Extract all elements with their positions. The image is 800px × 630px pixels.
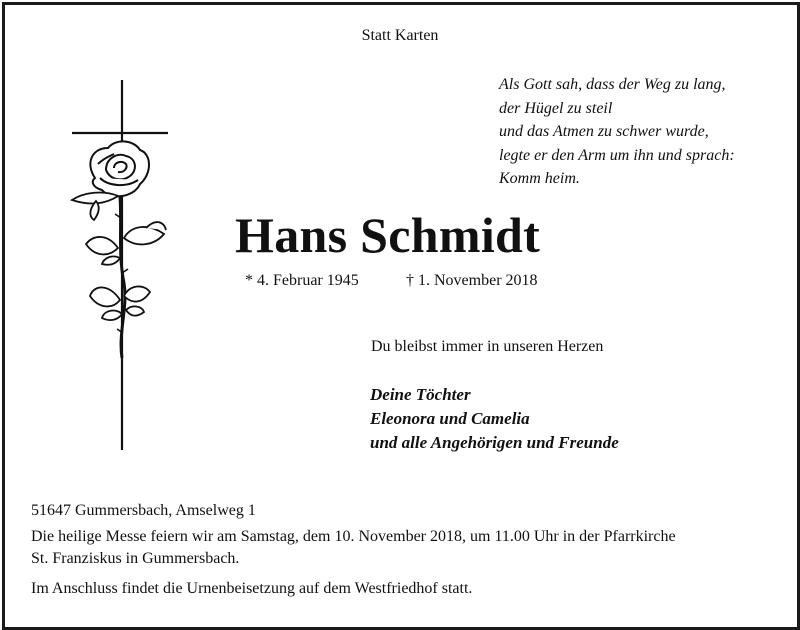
mass-notice-line: St. Franziskus in Gummersbach. bbox=[31, 550, 240, 567]
cross-with-rose-icon bbox=[60, 78, 180, 463]
address: 51647 Gummersbach, Amselweg 1 bbox=[31, 502, 256, 519]
poem-line: der Hügel zu steil bbox=[499, 99, 613, 117]
statt-karten-label: Statt Karten bbox=[361, 27, 439, 44]
poem-line: Komm heim. bbox=[499, 170, 580, 187]
birth-date: * 4. Februar 1945 bbox=[245, 272, 359, 289]
poem-line: legte er den Arm um ihn und sprach: bbox=[499, 146, 735, 164]
mourners-line: und alle Angehörigen und Freunde bbox=[370, 433, 619, 452]
mourners-line: Deine Töchter bbox=[370, 385, 471, 404]
mass-notice-line: Die heilige Messe feiern wir am Samstag, dem 10. November 2018, um 11.00 Uhr in der Pfarrkirche bbox=[31, 528, 676, 545]
mass-notice bbox=[31, 526, 791, 570]
motto: Du bleibst immer in unseren Herzen bbox=[371, 338, 604, 355]
poem-line: und das Atmen zu schwer wurde, bbox=[499, 123, 709, 140]
poem-line: Als Gott sah, dass der Weg zu lang, bbox=[499, 76, 726, 93]
deceased-name: Hans Schmidt bbox=[235, 207, 541, 263]
death-date: † 1. November 2018 bbox=[406, 272, 538, 289]
mourners bbox=[370, 383, 619, 455]
mourners-line: Eleonora und Camelia bbox=[370, 409, 530, 428]
burial-notice: Im Anschluss findet die Urnenbeisetzung auf dem Westfriedhof statt. bbox=[31, 580, 473, 597]
poem bbox=[499, 73, 789, 191]
